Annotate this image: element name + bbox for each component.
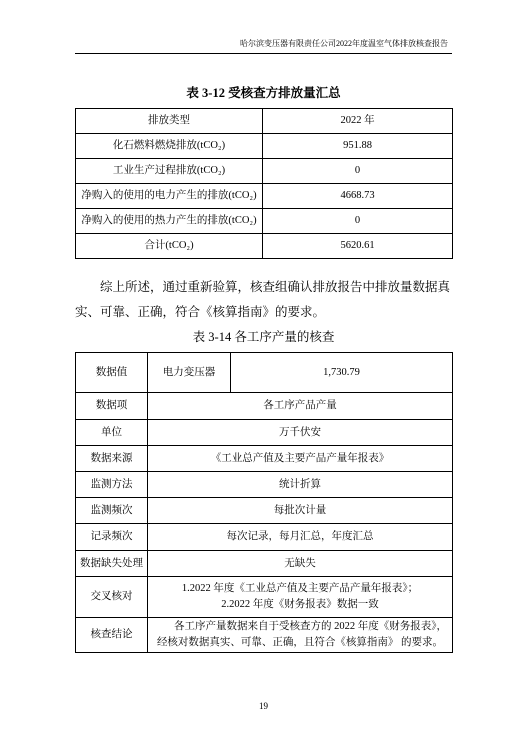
row-label: 数据值 bbox=[76, 353, 148, 393]
row-value: 4668.73 bbox=[263, 184, 453, 209]
table-row bbox=[76, 393, 453, 420]
conclusion-row bbox=[76, 618, 453, 653]
table-row bbox=[76, 498, 453, 524]
row-label: 监测方法 bbox=[76, 472, 148, 498]
conclusion-line: 经核对数据真实、可靠、正确，且符合《核算指南》 的要求。 bbox=[156, 637, 444, 648]
emissions-table-caption: 表 3-12 受核查方排放量汇总 bbox=[186, 86, 341, 100]
row-label: 交叉核对 bbox=[76, 577, 148, 618]
production-check-table bbox=[75, 352, 453, 653]
header-divider bbox=[75, 53, 452, 54]
row-label: 记录频次 bbox=[76, 524, 148, 551]
conclusion-line: 各工序产量数据来自于受核查方的 2022 年度《财务报表》， bbox=[174, 621, 447, 632]
row-value: 每批次计量 bbox=[148, 498, 453, 524]
row-value: 各工序产品产量 bbox=[148, 393, 453, 420]
table-row bbox=[76, 159, 453, 184]
table-header-row bbox=[76, 109, 453, 134]
table-row bbox=[76, 134, 453, 159]
row-value: 0 bbox=[263, 209, 453, 234]
table-row bbox=[76, 209, 453, 234]
row-label: 合计(tCO₂) bbox=[76, 234, 263, 259]
production-table-caption: 表 3-14 各工序产量的核查 bbox=[192, 330, 335, 344]
product-name: 电力变压器 bbox=[148, 353, 231, 393]
row-label: 核查结论 bbox=[76, 618, 148, 653]
year-header: 2022 年 bbox=[263, 109, 453, 134]
row-label: 工业生产过程排放(tCO₂) bbox=[76, 159, 263, 184]
table-row bbox=[76, 446, 453, 472]
row-value: 万千伏安 bbox=[148, 420, 453, 446]
row-value: 无缺失 bbox=[148, 551, 453, 577]
row-value: 0 bbox=[263, 159, 453, 184]
row-label: 单位 bbox=[76, 420, 148, 446]
row-value: 统计折算 bbox=[148, 472, 453, 498]
row-label: 数据项 bbox=[76, 393, 148, 420]
row-value: 每次记录，每月汇总，年度汇总 bbox=[148, 524, 453, 551]
table-row bbox=[76, 524, 453, 551]
table-row bbox=[76, 472, 453, 498]
cross-check-cell bbox=[148, 577, 453, 618]
cross-check-row bbox=[76, 577, 453, 618]
data-value: 1,730.79 bbox=[231, 353, 453, 393]
cross-check-line: 1.2022 年度《工业总产值及主要产品产量年报表》； bbox=[181, 583, 419, 594]
page-number: 19 bbox=[259, 701, 268, 711]
table-row bbox=[76, 184, 453, 209]
row-value: 951.88 bbox=[263, 134, 453, 159]
row-value: 《工业总产值及主要产品产量年报表》 bbox=[148, 446, 453, 472]
report-header-title: 哈尔滨变压器有限责任公司2022年度温室气体排放核查报告 bbox=[240, 39, 448, 48]
summary-line: 实、可靠、正确，符合《核算指南》的要求。 bbox=[75, 305, 326, 319]
row-label: 净购入的使用的热力产生的排放(tCO₂) bbox=[76, 209, 263, 234]
row-label: 化石燃料燃烧排放(tCO₂) bbox=[76, 134, 263, 159]
row-label: 数据缺失处理 bbox=[76, 551, 148, 577]
emissions-summary-table bbox=[75, 108, 453, 259]
row-label: 数据来源 bbox=[76, 446, 148, 472]
row-value: 5620.61 bbox=[263, 234, 453, 259]
table-row bbox=[76, 551, 453, 577]
emission-type-header: 排放类型 bbox=[76, 109, 263, 134]
table-row bbox=[76, 420, 453, 446]
data-value-row bbox=[76, 353, 453, 393]
row-label: 监测频次 bbox=[76, 498, 148, 524]
conclusion-cell bbox=[148, 618, 453, 653]
summary-line: 综上所述，通过重新验算，核查组确认排放报告中排放量数据真 bbox=[100, 280, 451, 294]
summary-paragraph bbox=[75, 275, 452, 325]
total-row bbox=[76, 234, 453, 259]
row-label: 净购入的使用的电力产生的排放(tCO₂) bbox=[76, 184, 263, 209]
cross-check-line: 2.2022 年度《财务报表》数据一致 bbox=[221, 599, 379, 610]
